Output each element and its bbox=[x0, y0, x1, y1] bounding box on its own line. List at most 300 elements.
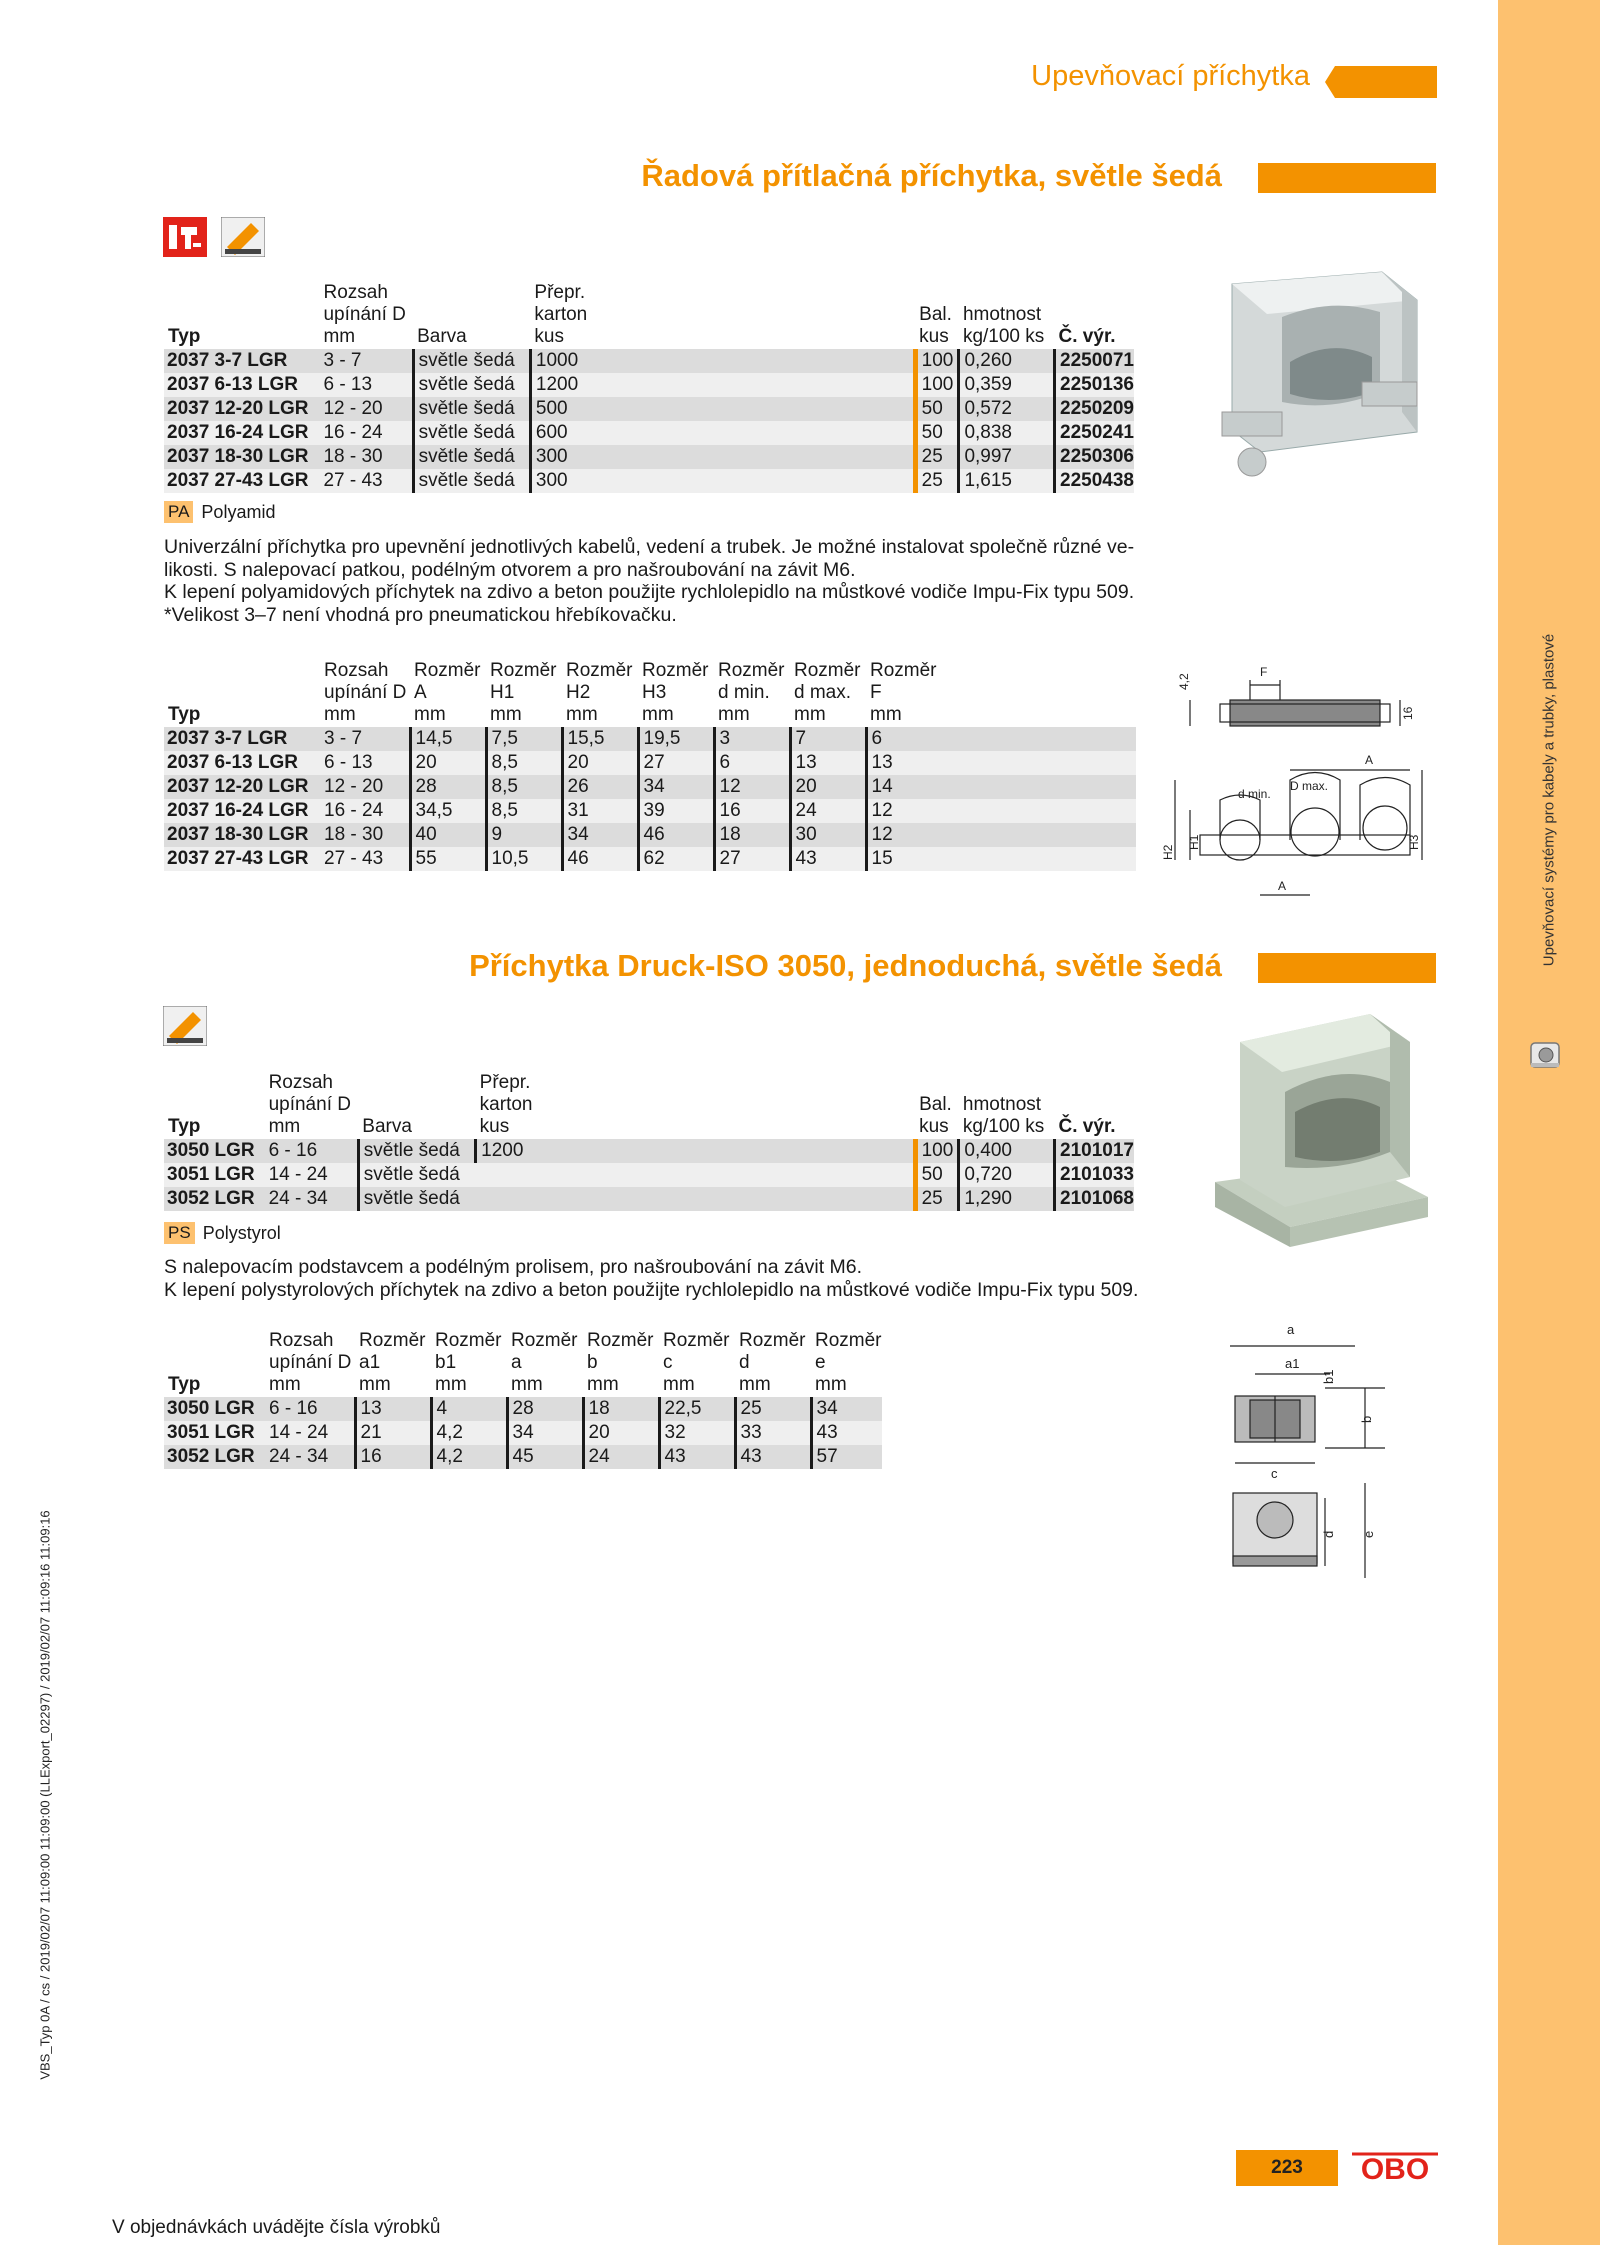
section1-material bbox=[164, 501, 275, 523]
cell-bal: 50 bbox=[915, 397, 959, 421]
export-info: VBS_Typ 0A / cs / 2019/02/07 11:09:00 11:09:00 (LLExport_02297) / 2019/02/07 11:09:16 11:09:16 bbox=[37, 1510, 53, 2080]
table-row bbox=[164, 445, 1134, 469]
material-tag: PA bbox=[164, 501, 193, 523]
cell-bal: 25 bbox=[915, 1187, 959, 1211]
header-line: mm bbox=[870, 704, 902, 725]
dim-header bbox=[507, 1330, 583, 1397]
dim-cell: 15,5 bbox=[562, 727, 638, 751]
drawing-label: c bbox=[1271, 1466, 1278, 1481]
cell-karton: 1200 bbox=[530, 373, 642, 397]
cell-hmot: 0,997 bbox=[959, 445, 1055, 469]
dim-cell: 28 bbox=[410, 775, 486, 799]
dim-cell: 16 bbox=[714, 799, 790, 823]
header-line: Rozměr bbox=[870, 660, 937, 681]
cell-typ: 2037 27-43 LGR bbox=[167, 470, 309, 491]
cell-barva: světle šedá bbox=[413, 397, 530, 421]
dim-cell: 12 bbox=[714, 775, 790, 799]
drawing-label: b bbox=[1359, 1415, 1374, 1423]
header-line: mm bbox=[587, 1374, 619, 1395]
table-row bbox=[164, 751, 1136, 775]
table-row bbox=[164, 373, 1134, 397]
flame-test-badge-icon bbox=[163, 1006, 207, 1046]
cell-rozsah: 18 - 30 bbox=[323, 446, 383, 467]
technical-drawing-3050 bbox=[1215, 1318, 1395, 1593]
header-line: Rozměr bbox=[642, 660, 709, 681]
dim-cell: 16 - 24 bbox=[324, 800, 384, 821]
table-row bbox=[164, 1139, 1134, 1163]
header-line: Rozměr bbox=[718, 660, 785, 681]
header-line: Rozměr bbox=[794, 660, 861, 681]
cell-cvyr: 2250209 bbox=[1055, 397, 1134, 421]
dim-header bbox=[320, 660, 410, 727]
dim-cell: 10,5 bbox=[486, 847, 562, 871]
cell-cvyr: 2101017 bbox=[1055, 1139, 1134, 1163]
header-line: H2 bbox=[566, 682, 591, 703]
header-line: d max. bbox=[794, 682, 852, 703]
drawing-label: H1 bbox=[1187, 834, 1201, 850]
table-row bbox=[164, 349, 1134, 373]
dim-header bbox=[811, 1330, 882, 1397]
dim-header bbox=[659, 1330, 735, 1397]
section2-description bbox=[164, 1256, 1154, 1301]
dim-cell: 27 bbox=[638, 751, 714, 775]
section2-title-bar bbox=[1258, 953, 1436, 983]
table-row bbox=[164, 1421, 882, 1445]
dim-cell: 20 bbox=[790, 775, 866, 799]
desc-line: S nalepovacím podstavcem a podélným prolisem, pro našroubování na závit M6. bbox=[164, 1256, 863, 1278]
cell-rozsah: 16 - 24 bbox=[323, 422, 383, 443]
cell-barva: světle šedá bbox=[413, 445, 530, 469]
dim-cell: 3052 LGR bbox=[167, 1446, 255, 1467]
technical-drawing-2037 bbox=[1160, 660, 1430, 910]
col-rozsah: Rozsah upínání D mm bbox=[323, 282, 406, 347]
dim-cell: 18 bbox=[583, 1397, 659, 1421]
section2-material bbox=[164, 1222, 281, 1244]
dim-cell: 9 bbox=[486, 823, 562, 847]
dim-cell: 13 bbox=[355, 1397, 431, 1421]
col-bal: Bal. kus bbox=[919, 304, 952, 347]
dim-cell: 22,5 bbox=[659, 1397, 735, 1421]
dim-header bbox=[410, 660, 486, 727]
header-line: mm bbox=[718, 704, 750, 725]
desc-line: K lepení polyamidových příchytek na zdivo a beton použijte rychlolepidlo na můstkové vodiče Impu-Fix typu 509. bbox=[164, 581, 1135, 603]
cell-cvyr: 2250071 bbox=[1055, 349, 1134, 373]
dim-cell: 7 bbox=[790, 727, 866, 751]
cell-spacer bbox=[643, 397, 915, 421]
page-header-title: Upevňovací příchytka bbox=[1031, 60, 1310, 92]
dim-header bbox=[355, 1330, 431, 1397]
header-line: mm bbox=[324, 704, 356, 725]
header-line: mm bbox=[511, 1374, 543, 1395]
header-line: mm bbox=[739, 1374, 771, 1395]
dim-header bbox=[790, 660, 866, 727]
header-line: mm bbox=[490, 704, 522, 725]
cell-bal: 25 bbox=[915, 469, 959, 493]
drawing-label: 16 bbox=[1401, 706, 1415, 720]
col-rozsah: Rozsah upínání D mm bbox=[268, 1072, 351, 1137]
drawing-label: H3 bbox=[1407, 834, 1421, 850]
dim-cell: 2037 3-7 LGR bbox=[167, 728, 288, 749]
dim-cell: 34 bbox=[638, 775, 714, 799]
col-hmot: hmotnost kg/100 ks bbox=[962, 304, 1045, 347]
dim-cell: 3051 LGR bbox=[167, 1422, 255, 1443]
desc-line: *Velikost 3–7 není vhodná pro pneumatickou hřebíkovačku. bbox=[164, 603, 677, 626]
col-typ: Typ bbox=[168, 1116, 201, 1137]
col-cvyr: Č. výr. bbox=[1058, 326, 1116, 347]
header-line: Rozměr bbox=[587, 1330, 654, 1351]
dim-cell: 57 bbox=[811, 1445, 882, 1469]
dim-cell: 21 bbox=[355, 1421, 431, 1445]
header-line: Rozměr bbox=[663, 1330, 730, 1351]
cell-rozsah: 12 - 20 bbox=[323, 398, 383, 419]
section1-title-bar bbox=[1258, 163, 1436, 193]
cell-barva: světle šedá bbox=[413, 373, 530, 397]
col-hmot: hmotnost kg/100 ks bbox=[962, 1094, 1045, 1137]
header-line: a1 bbox=[359, 1352, 381, 1373]
cell-typ: 2037 3-7 LGR bbox=[167, 350, 288, 371]
cell-barva: světle šedá bbox=[358, 1163, 475, 1187]
header-row bbox=[164, 1330, 882, 1397]
cell-barva: světle šedá bbox=[413, 421, 530, 445]
cell-hmot: 0,359 bbox=[959, 373, 1055, 397]
table-row bbox=[164, 1397, 882, 1421]
header-line: Rozsah bbox=[324, 660, 389, 681]
cell-bal: 100 bbox=[915, 349, 959, 373]
cell-rozsah: 27 - 43 bbox=[323, 470, 383, 491]
cell-karton: 600 bbox=[530, 421, 642, 445]
header-line: F bbox=[870, 682, 882, 703]
cell-bal: 50 bbox=[915, 421, 959, 445]
material-name: Polystyrol bbox=[202, 1222, 281, 1243]
header-line: Rozměr bbox=[490, 660, 557, 681]
dim-cell: 8,5 bbox=[486, 775, 562, 799]
dim-header bbox=[562, 660, 638, 727]
header-line: Rozměr bbox=[435, 1330, 502, 1351]
header-line: mm bbox=[435, 1374, 467, 1395]
cell-karton: 1000 bbox=[530, 349, 642, 373]
dim-cell: 43 bbox=[659, 1445, 735, 1469]
cell-bal: 25 bbox=[915, 445, 959, 469]
header-line: upínání D bbox=[269, 1352, 352, 1373]
header-line: A bbox=[414, 682, 427, 703]
dim-cell: 2037 12-20 LGR bbox=[167, 776, 309, 797]
obo-logo bbox=[1352, 2150, 1438, 2186]
cell-rozsah: 6 - 13 bbox=[323, 374, 373, 395]
product-photo-3050 bbox=[1210, 1002, 1435, 1257]
dim-cell: 8,5 bbox=[486, 799, 562, 823]
dim-header bbox=[735, 1330, 811, 1397]
dim-cell: 24 - 34 bbox=[269, 1446, 329, 1467]
dim-cell: 6 bbox=[714, 751, 790, 775]
table-row bbox=[164, 469, 1134, 493]
dim-cell: 24 bbox=[790, 799, 866, 823]
side-band bbox=[1498, 0, 1600, 2245]
dim-header bbox=[486, 660, 562, 727]
header-line: c bbox=[663, 1352, 673, 1373]
table-row bbox=[164, 1163, 1134, 1187]
cell-typ: 2037 6-13 LGR bbox=[167, 374, 298, 395]
header-line: mm bbox=[269, 1374, 301, 1395]
cell-hmot: 0,838 bbox=[959, 421, 1055, 445]
table-row bbox=[164, 823, 1136, 847]
col-prepr: Přepr. karton kus bbox=[479, 1072, 533, 1137]
header-line: mm bbox=[663, 1374, 695, 1395]
header-line: mm bbox=[566, 704, 598, 725]
section1-title: Řadová přítlačná příchytka, světle šedá bbox=[641, 158, 1222, 193]
dim-cell: 31 bbox=[562, 799, 638, 823]
dim-cell: 20 bbox=[410, 751, 486, 775]
dim-cell: 2037 16-24 LGR bbox=[167, 800, 309, 821]
cell-typ: 2037 18-30 LGR bbox=[167, 446, 309, 467]
footer-note: V objednávkách uvádějte čísla výrobků bbox=[112, 2217, 441, 2238]
cell-typ: 3052 LGR bbox=[167, 1188, 255, 1209]
header-line: Rozsah bbox=[269, 1330, 334, 1351]
header-line: Rozměr bbox=[359, 1330, 426, 1351]
cell-typ: 2037 16-24 LGR bbox=[167, 422, 309, 443]
desc-line: likosti. S nalepovací patkou, podélným otvorem a pro našroubování na závit M6. bbox=[164, 558, 856, 581]
header-line: mm bbox=[359, 1374, 391, 1395]
section1-dimension-table bbox=[164, 660, 1136, 871]
dim-header bbox=[866, 660, 1136, 727]
drawing-label: H2 bbox=[1161, 844, 1175, 860]
cell-cvyr: 2250136 bbox=[1055, 373, 1134, 397]
header-line: d bbox=[739, 1352, 750, 1373]
dim-header bbox=[431, 1330, 507, 1397]
nail-gun-icon bbox=[163, 217, 207, 257]
dim-cell: 6 - 13 bbox=[324, 752, 373, 773]
cell-spacer bbox=[588, 1163, 915, 1187]
dim-cell: 4,2 bbox=[431, 1421, 507, 1445]
header-line: mm bbox=[815, 1374, 847, 1395]
cell-hmot: 0,572 bbox=[959, 397, 1055, 421]
dim-cell: 34 bbox=[562, 823, 638, 847]
dim-header bbox=[583, 1330, 659, 1397]
cell-spacer bbox=[643, 349, 915, 373]
header-line: H1 bbox=[490, 682, 515, 703]
desc-line: K lepení polystyrolových příchytek na zdivo a beton použijte rychlolepidlo na můstkové vodiče Impu-Fix typu 509. bbox=[164, 1278, 1139, 1301]
dim-cell: 8,5 bbox=[486, 751, 562, 775]
dim-cell: 18 - 30 bbox=[324, 824, 384, 845]
header-line: Rozměr bbox=[739, 1330, 806, 1351]
header-line: Typ bbox=[168, 1374, 201, 1395]
dim-cell: 3050 LGR bbox=[167, 1398, 255, 1419]
dim-cell: 13 bbox=[866, 751, 1136, 775]
drawing-label: 4,2 bbox=[1177, 673, 1191, 690]
section2-dimension-table bbox=[164, 1330, 882, 1469]
flame-test-badge-icon bbox=[221, 217, 265, 257]
dim-header bbox=[714, 660, 790, 727]
dim-cell: 27 bbox=[714, 847, 790, 871]
dim-cell: 4 bbox=[431, 1397, 507, 1421]
cell-karton: 1200 bbox=[476, 1139, 589, 1163]
cell-spacer bbox=[643, 445, 915, 469]
drawing-label: a bbox=[1287, 1322, 1295, 1337]
cell-hmot: 0,720 bbox=[959, 1163, 1055, 1187]
dim-cell: 25 bbox=[735, 1397, 811, 1421]
header-line: a bbox=[511, 1352, 522, 1373]
col-bal: Bal. kus bbox=[919, 1094, 952, 1137]
cell-cvyr: 2101033 bbox=[1055, 1163, 1134, 1187]
header-line: b1 bbox=[435, 1352, 457, 1373]
table-row bbox=[164, 1187, 1134, 1211]
cell-karton: 300 bbox=[530, 445, 642, 469]
col-prepr: Přepr. karton kus bbox=[534, 282, 588, 347]
cell-cvyr: 2250241 bbox=[1055, 421, 1134, 445]
section2-title: Příchytka Druck-ISO 3050, jednoduchá, světle šedá bbox=[469, 948, 1222, 983]
drawing-label: d min. bbox=[1238, 787, 1271, 801]
col-typ: Typ bbox=[168, 326, 201, 347]
dim-cell: 18 bbox=[714, 823, 790, 847]
drawing-label: b1 bbox=[1321, 1369, 1336, 1384]
dim-cell: 14,5 bbox=[410, 727, 486, 751]
dim-cell: 13 bbox=[790, 751, 866, 775]
clip-category-icon bbox=[1528, 1037, 1564, 1073]
dim-cell: 27 - 43 bbox=[324, 848, 384, 869]
header-line: b bbox=[587, 1352, 598, 1373]
dim-cell: 43 bbox=[811, 1421, 882, 1445]
header-line: upínání D bbox=[324, 682, 407, 703]
cell-cvyr: 2101068 bbox=[1055, 1187, 1134, 1211]
cell-spacer bbox=[588, 1139, 915, 1163]
cell-karton bbox=[476, 1187, 589, 1211]
cell-rozsah: 24 - 34 bbox=[268, 1188, 328, 1209]
dim-cell: 45 bbox=[507, 1445, 583, 1469]
dim-cell: 6 bbox=[866, 727, 1136, 751]
dim-cell: 46 bbox=[638, 823, 714, 847]
cell-barva: světle šedá bbox=[358, 1187, 475, 1211]
dim-cell: 40 bbox=[410, 823, 486, 847]
dim-cell: 14 - 24 bbox=[269, 1422, 329, 1443]
col-cvyr: Č. výr. bbox=[1058, 1116, 1116, 1137]
header-line: H3 bbox=[642, 682, 667, 703]
dim-cell: 4,2 bbox=[431, 1445, 507, 1469]
cell-cvyr: 2250306 bbox=[1055, 445, 1134, 469]
dim-cell: 34 bbox=[507, 1421, 583, 1445]
section1-order-table bbox=[164, 282, 1134, 493]
header-line: mm bbox=[794, 704, 826, 725]
dim-cell: 46 bbox=[562, 847, 638, 871]
col-barva: Barva bbox=[417, 326, 467, 347]
cell-rozsah: 6 - 16 bbox=[268, 1140, 318, 1161]
dim-cell: 33 bbox=[735, 1421, 811, 1445]
cell-barva: světle šedá bbox=[413, 469, 530, 493]
dim-cell: 7,5 bbox=[486, 727, 562, 751]
dim-header bbox=[164, 1330, 265, 1397]
drawing-label: F bbox=[1260, 665, 1268, 679]
table-row bbox=[164, 847, 1136, 871]
cell-spacer bbox=[643, 469, 915, 493]
table-row bbox=[164, 421, 1134, 445]
drawing-label: e bbox=[1361, 1530, 1376, 1538]
cell-barva: světle šedá bbox=[358, 1139, 475, 1163]
dim-cell: 24 bbox=[583, 1445, 659, 1469]
section1-description bbox=[164, 536, 1154, 626]
dim-cell: 43 bbox=[790, 847, 866, 871]
cell-typ: 3051 LGR bbox=[167, 1164, 255, 1185]
cell-typ: 3050 LGR bbox=[167, 1140, 255, 1161]
dim-header bbox=[164, 660, 320, 727]
cell-karton bbox=[476, 1163, 589, 1187]
header-line: d min. bbox=[718, 682, 770, 703]
header-line: e bbox=[815, 1352, 826, 1373]
cell-hmot: 1,290 bbox=[959, 1187, 1055, 1211]
material-name: Polyamid bbox=[201, 501, 276, 522]
header-line: mm bbox=[414, 704, 446, 725]
desc-line: Univerzální příchytka pro upevnění jednotlivých kabelů, vedení a trubek. Je možné instalovat společně různé ve- bbox=[164, 536, 1135, 558]
cell-bal: 100 bbox=[915, 373, 959, 397]
header-line: mm bbox=[642, 704, 674, 725]
cell-rozsah: 3 - 7 bbox=[323, 350, 362, 371]
logo-text: OBO bbox=[1360, 2153, 1430, 2186]
drawing-label: D max. bbox=[1290, 779, 1329, 793]
cell-bal: 100 bbox=[915, 1139, 959, 1163]
cell-hmot: 1,615 bbox=[959, 469, 1055, 493]
dim-cell: 12 bbox=[866, 823, 1136, 847]
material-tag: PS bbox=[164, 1222, 195, 1244]
table-row bbox=[164, 397, 1134, 421]
cell-typ: 2037 12-20 LGR bbox=[167, 398, 309, 419]
header-line: Rozměr bbox=[566, 660, 633, 681]
drawing-label: a1 bbox=[1285, 1356, 1300, 1371]
cell-cvyr: 2250438 bbox=[1055, 469, 1134, 493]
dim-cell: 34 bbox=[811, 1397, 882, 1421]
dim-header bbox=[265, 1330, 355, 1397]
dim-cell: 20 bbox=[562, 751, 638, 775]
dim-cell: 34,5 bbox=[410, 799, 486, 823]
cell-spacer bbox=[643, 373, 915, 397]
table-row bbox=[164, 727, 1136, 751]
dim-cell: 2037 27-43 LGR bbox=[167, 848, 309, 869]
dim-cell: 12 - 20 bbox=[324, 776, 384, 797]
drawing-label: A bbox=[1365, 753, 1374, 767]
cell-barva: světle šedá bbox=[413, 349, 530, 373]
dim-cell: 6 - 16 bbox=[269, 1398, 318, 1419]
dim-cell: 2037 6-13 LGR bbox=[167, 752, 298, 773]
dim-cell: 30 bbox=[790, 823, 866, 847]
cell-rozsah: 14 - 24 bbox=[268, 1164, 328, 1185]
table-row bbox=[164, 1445, 882, 1469]
dim-cell: 20 bbox=[583, 1421, 659, 1445]
header-row bbox=[164, 660, 1136, 727]
page-number: 223 bbox=[1236, 2150, 1338, 2186]
header-line: Typ bbox=[168, 704, 201, 725]
cell-spacer bbox=[643, 421, 915, 445]
dim-cell: 39 bbox=[638, 799, 714, 823]
header-arrow-icon bbox=[1325, 66, 1437, 98]
cell-karton: 300 bbox=[530, 469, 642, 493]
section2-order-table bbox=[164, 1072, 1134, 1211]
drawing-label: d bbox=[1321, 1530, 1336, 1538]
table-row bbox=[164, 799, 1136, 823]
side-category-label: Upevňovací systémy pro kabely a trubky, plastové bbox=[1540, 633, 1558, 967]
drawing-label: A bbox=[1278, 879, 1287, 893]
dim-cell: 55 bbox=[410, 847, 486, 871]
table-row bbox=[164, 775, 1136, 799]
cell-karton: 500 bbox=[530, 397, 642, 421]
dim-cell: 32 bbox=[659, 1421, 735, 1445]
col-barva: Barva bbox=[362, 1116, 412, 1137]
dim-cell: 28 bbox=[507, 1397, 583, 1421]
header-line: Rozměr bbox=[414, 660, 481, 681]
dim-cell: 16 bbox=[355, 1445, 431, 1469]
cell-spacer bbox=[588, 1187, 915, 1211]
dim-cell: 15 bbox=[866, 847, 1136, 871]
dim-cell: 43 bbox=[735, 1445, 811, 1469]
header-line: Rozměr bbox=[511, 1330, 578, 1351]
product-photo-2037 bbox=[1212, 262, 1432, 487]
dim-cell: 19,5 bbox=[638, 727, 714, 751]
cell-bal: 50 bbox=[915, 1163, 959, 1187]
